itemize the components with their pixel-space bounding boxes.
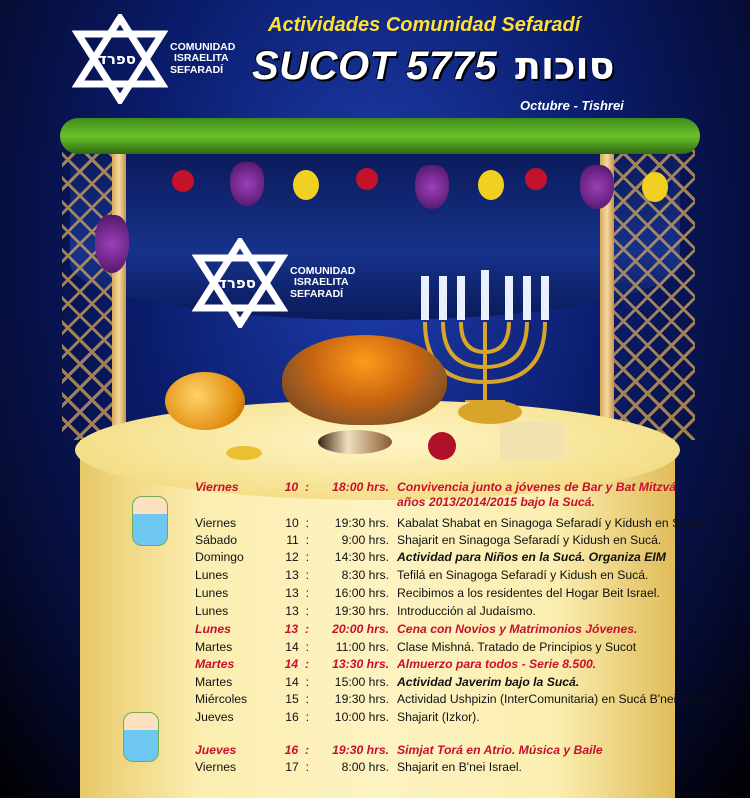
- schedule-row: [195, 533, 661, 547]
- honey-jar-icon: [165, 372, 245, 430]
- schedule-row: [195, 516, 703, 530]
- schedule-day: [195, 495, 265, 509]
- logo-line-3: SEFARADÍ: [170, 63, 224, 76]
- pear-icon: [478, 170, 504, 200]
- schedule-row: [195, 743, 603, 757]
- logo-line-1: COMUNIDAD: [290, 265, 356, 278]
- logo-line-2: ISRAELITA: [294, 276, 349, 289]
- schedule-activity: Introducción al Judaísmo.: [397, 604, 536, 618]
- coins-icon: [226, 446, 262, 460]
- schedule-day: Martes: [195, 640, 233, 654]
- schedule-date: 13 :: [285, 568, 309, 582]
- middle-logo: [190, 238, 355, 328]
- header-date: Octubre - Tishrei: [520, 98, 624, 113]
- schedule-row: [195, 495, 595, 509]
- schedule-time: 14:30 hrs.: [334, 550, 389, 564]
- pomegranate-icon: [172, 170, 194, 192]
- schedule-day: Viernes: [195, 480, 239, 494]
- schedule-activity: Recibimos a los residentes del Hogar Beit Israel.: [397, 586, 660, 600]
- grapes-icon: [95, 215, 129, 273]
- schedule-day: Sábado: [195, 533, 238, 547]
- schedule-day: Domingo: [195, 550, 244, 564]
- schedule-time: 13:30 hrs.: [332, 657, 389, 671]
- header-title: SUCOT 5775: [252, 44, 498, 88]
- schedule-time: 15:00 hrs.: [334, 675, 389, 689]
- grapes-icon: [415, 165, 449, 209]
- candle-holder-icon: [458, 400, 522, 424]
- schedule-activity: Actividad Javerim bajo la Sucá.: [397, 675, 580, 689]
- schedule-day: Martes: [195, 657, 235, 671]
- schedule-time: 8:30 hrs.: [341, 568, 389, 582]
- logo-hebrew: ספרד: [98, 50, 136, 68]
- schedule-day: Miércoles: [195, 692, 248, 706]
- logo-text: [290, 266, 355, 299]
- schedule-date: 17 :: [285, 760, 309, 774]
- schedule-date: 14 :: [285, 640, 309, 654]
- schedule-row: [195, 622, 637, 636]
- schedule-day: Lunes: [195, 622, 231, 636]
- schedule-row: [195, 586, 660, 600]
- schedule-row: [195, 675, 579, 689]
- schedule-day: Viernes: [195, 760, 237, 774]
- schedule-row: [195, 568, 648, 582]
- schedule-day: Lunes: [195, 586, 229, 600]
- schedule-row: [195, 710, 480, 724]
- schedule-time: 18:00 hrs.: [332, 480, 389, 494]
- schedule-date: 13 :: [285, 586, 309, 600]
- schedule-activity: Shajarit en B'nei Israel.: [397, 760, 522, 774]
- schedule-date: 15 :: [285, 692, 309, 706]
- logo-text: [170, 42, 235, 75]
- boy-with-torah-icon: [123, 712, 159, 762]
- top-logo: [70, 14, 235, 104]
- schedule-row: [195, 604, 536, 618]
- schedule-date: [265, 495, 309, 509]
- logo-line-1: COMUNIDAD: [170, 41, 236, 54]
- schedule-time: [309, 495, 397, 509]
- schedule-time: 16:00 hrs.: [334, 586, 389, 600]
- schedule-day: Martes: [195, 675, 233, 689]
- schedule-date: 16 :: [284, 743, 309, 757]
- schedule-date: 13 :: [285, 604, 309, 618]
- schedule-day: Jueves: [195, 710, 234, 724]
- schedule-day: Jueves: [195, 743, 237, 757]
- grapes-icon: [580, 165, 614, 209]
- schedule-activity: años 2013/2014/2015 bajo la Sucá.: [397, 495, 595, 509]
- schedule-time: 9:00 hrs.: [341, 533, 389, 547]
- schedule-activity: Simjat Torá en Atrio. Música y Baile: [397, 743, 603, 757]
- schedule-row: [195, 760, 522, 774]
- schedule-date: 11 :: [286, 533, 309, 547]
- schedule-date: 14 :: [284, 657, 309, 671]
- schedule-day: Lunes: [195, 568, 229, 582]
- schedule-activity: Kabalat Shabat en Sinagoga Sefaradí y Kidush en Sucá.: [397, 516, 704, 530]
- pomegranate-icon: [356, 168, 378, 190]
- schedule-date: 14 :: [285, 675, 309, 689]
- garland: [60, 118, 700, 154]
- schedule-row: [195, 550, 666, 564]
- schedule-activity: Cena con Novios y Matrimonios Jóvenes.: [397, 622, 638, 636]
- pear-icon: [293, 170, 319, 200]
- shofar-icon: [318, 430, 392, 454]
- schedule-activity: Almuerzo para todos - Serie 8.500.: [397, 657, 597, 671]
- schedule-time: 19:30 hrs.: [334, 516, 389, 530]
- grapes-icon: [230, 162, 264, 206]
- schedule-activity: Shajarit en Sinagoga Sefaradí y Kidush en Sucá.: [397, 533, 662, 547]
- schedule-day: Viernes: [195, 516, 237, 530]
- schedule-row: [195, 657, 596, 671]
- schedule-activity: Tefilá en Sinagoga Sefaradí y Kidush en Sucá.: [397, 568, 649, 582]
- schedule-activity: Actividad Ushpizin (InterComunitaria) en Sucá B'nei Israel.: [397, 692, 713, 706]
- schedule-activity: Convivencia junto a jóvenes de Bar y Bat Mitzvá: [397, 480, 677, 494]
- schedule-date: 16 :: [285, 710, 309, 724]
- schedule-time: 8:00 hrs.: [341, 760, 389, 774]
- left-post: [112, 120, 126, 450]
- scroll-icon: [500, 422, 565, 460]
- header-subtitle: Actividades Comunidad Sefaradí: [268, 14, 581, 36]
- logo-hebrew: ספרד: [218, 274, 256, 292]
- schedule-time: 19:30 hrs.: [332, 743, 389, 757]
- fruit-basket-icon: [282, 335, 447, 425]
- schedule-date: 13 :: [284, 622, 309, 636]
- schedule-activity: Shajarit (Izkor).: [397, 710, 480, 724]
- schedule-activity: Clase Mishná. Tratado de Principios y Sucot: [397, 640, 637, 654]
- schedule-time: 19:30 hrs.: [334, 692, 389, 706]
- logo-line-3: SEFARADÍ: [290, 287, 344, 300]
- pomegranate-icon: [525, 168, 547, 190]
- pear-icon: [642, 172, 668, 202]
- schedule-date: 10 :: [284, 480, 309, 494]
- schedule-date: 12 :: [285, 550, 309, 564]
- boy-with-lulav-icon: [132, 496, 168, 546]
- schedule-time: 19:30 hrs.: [334, 604, 389, 618]
- schedule-time: 10:00 hrs.: [334, 710, 389, 724]
- schedule-activity: Actividad para Niños en la Sucá. Organiza EIM: [397, 550, 666, 564]
- schedule-row: [195, 640, 636, 654]
- schedule-row: [195, 692, 713, 706]
- pomegranate-icon: [428, 432, 456, 460]
- schedule-row: [195, 480, 676, 494]
- schedule-day: Lunes: [195, 604, 229, 618]
- schedule-date: 10 :: [285, 516, 309, 530]
- header-hebrew-title: סוכות: [515, 44, 615, 88]
- schedule-time: 20:00 hrs.: [332, 622, 389, 636]
- logo-line-2: ISRAELITA: [174, 52, 229, 65]
- schedule-time: 11:00 hrs.: [335, 640, 389, 654]
